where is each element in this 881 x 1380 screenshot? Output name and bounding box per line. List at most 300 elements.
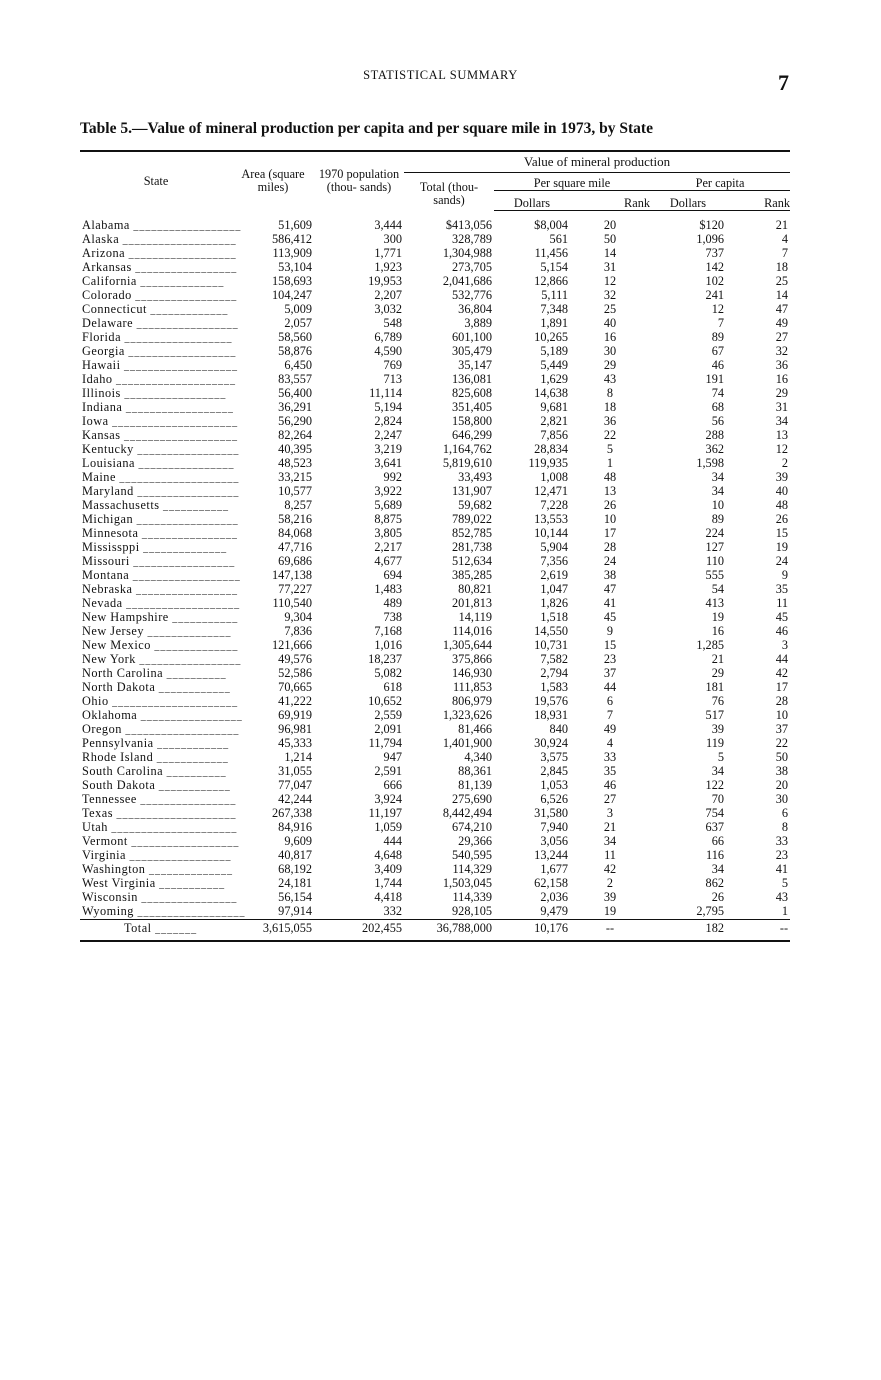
total-value-cell: 789,022 [452, 512, 492, 526]
state-name: Michigan [82, 511, 134, 526]
state-name: Pennsylvania [82, 735, 154, 750]
area-cell: 3,615,055 [232, 919, 314, 941]
area-cell: 58,876 [278, 344, 312, 358]
total-value-cell: 852,785 [452, 526, 492, 540]
table-row [80, 625, 790, 639]
state-cell [80, 315, 239, 331]
header-sqmi-rank: Rank [570, 191, 650, 211]
dot-leader: __________________ [127, 836, 240, 848]
total-value-cell: 146,930 [452, 666, 492, 680]
dot-leader: ____________ [155, 780, 231, 792]
sqmi-dollars-cell: 2,794 [540, 666, 568, 680]
population-cell: 4,418 [374, 890, 402, 904]
table-row [80, 513, 790, 527]
table-row [80, 611, 790, 625]
area-cell: 69,919 [278, 708, 312, 722]
sqmi-dollars-cell: 6,526 [540, 792, 568, 806]
capita-rank-cell: 7 [781, 246, 789, 260]
sqmi-dollars-cell: 28,834 [534, 442, 568, 456]
state-name: Hawaii [82, 357, 121, 372]
capita-dollars-cell: 21 [711, 652, 724, 666]
population-cell: 666 [383, 778, 402, 792]
dot-leader: ____________________ [115, 472, 240, 484]
table-row [80, 541, 790, 555]
sqmi-rank-cell: 19 [603, 904, 617, 918]
capita-rank-cell: 12 [775, 442, 789, 456]
capita-dollars-cell: 1,096 [696, 232, 724, 246]
total-value-cell: 273,705 [452, 260, 492, 274]
total-value-cell: 385,285 [452, 568, 492, 582]
state-cell [80, 387, 232, 401]
table-row [80, 681, 790, 695]
table-row [80, 723, 790, 737]
state-name: New Hampshire [82, 609, 169, 624]
area-cell: 40,395 [278, 442, 312, 456]
table-row [80, 765, 790, 779]
area-cell: 42,244 [278, 792, 312, 806]
state-cell [80, 413, 239, 429]
dot-leader: __________________ [121, 332, 233, 344]
total-row [80, 919, 790, 941]
state-name: Arizona [82, 245, 126, 260]
area-cell: 84,916 [278, 820, 312, 834]
sqmi-dollars-cell: 3,056 [540, 834, 568, 848]
dot-leader: ____________ [155, 682, 231, 694]
table-row [80, 345, 790, 359]
state-cell [80, 737, 232, 751]
area-cell: 96,981 [278, 722, 312, 736]
dot-leader: _____________________ [108, 416, 239, 428]
state-cell [80, 805, 237, 821]
state-name: South Dakota [82, 777, 156, 792]
table-row [80, 303, 790, 317]
dot-leader: ____________________ [112, 374, 236, 386]
table-row [80, 877, 790, 891]
sqmi-dollars-cell: 14,550 [534, 624, 568, 638]
capita-rank-cell: 6 [781, 806, 789, 820]
population-cell: 548 [383, 316, 402, 330]
table-row [80, 289, 790, 303]
area-cell: 49,576 [278, 652, 312, 666]
state-cell [80, 707, 243, 723]
total-value-cell: 59,682 [458, 498, 492, 512]
area-cell: 56,290 [278, 414, 312, 428]
state-cell [80, 401, 232, 415]
population-cell: 7,168 [374, 624, 402, 638]
sqmi-rank-cell: 43 [603, 372, 617, 386]
dot-leader: ________________ [138, 528, 238, 540]
state-cell [80, 667, 232, 681]
population-cell: 19,953 [368, 274, 402, 288]
population-cell: 694 [383, 568, 402, 582]
capita-rank-cell: 27 [775, 330, 789, 344]
state-cell [80, 441, 240, 457]
sqmi-dollars-cell: 7,356 [540, 554, 568, 568]
sqmi-dollars-cell: 5,449 [540, 358, 568, 372]
table-row [80, 233, 790, 247]
area-cell: 7,836 [284, 624, 312, 638]
total-value-cell: 36,804 [458, 302, 492, 316]
sqmi-rank-cell: 12 [603, 274, 617, 288]
sqmi-dollars-cell: 7,940 [540, 820, 568, 834]
population-cell: 2,247 [374, 428, 402, 442]
sqmi-dollars-cell: 30,924 [534, 736, 568, 750]
total-value-cell: 328,789 [452, 232, 492, 246]
total-value-cell: 1,401,900 [442, 736, 492, 750]
table-row [80, 863, 790, 877]
capita-rank-cell: 42 [775, 666, 789, 680]
state-name: New Mexico [82, 637, 151, 652]
dot-leader: ________________ [137, 892, 238, 904]
sqmi-dollars-cell: 2,619 [540, 568, 568, 582]
dot-leader: ______________ [145, 864, 233, 876]
area-cell: 9,609 [284, 834, 312, 848]
state-cell [80, 693, 239, 709]
state-cell [80, 721, 240, 737]
dot-leader: ____________ [153, 752, 229, 764]
total-value-cell: 29,366 [458, 834, 492, 848]
capita-dollars-cell: 56 [711, 414, 724, 428]
total-value-cell: 81,466 [458, 722, 492, 736]
total-value-cell: 532,776 [452, 288, 492, 302]
sqmi-dollars-cell: 14,638 [534, 386, 568, 400]
sqmi-dollars-cell: 2,036 [540, 890, 568, 904]
dot-leader: ___________________ [121, 724, 240, 736]
dot-leader: _________________ [133, 444, 240, 456]
page-number: 7 [778, 70, 789, 95]
state-cell [80, 259, 238, 275]
state-name: Delaware [82, 315, 134, 330]
population-cell: 3,409 [374, 862, 402, 876]
state-cell [80, 331, 232, 345]
area-cell: 24,181 [278, 876, 312, 890]
capita-dollars-cell: 102 [705, 274, 724, 288]
area-cell: 10,577 [278, 484, 312, 498]
area-cell: 40,817 [278, 848, 312, 862]
state-name: Rhode Island [82, 749, 154, 764]
sqmi-rank-cell: 3 [606, 806, 614, 820]
capita-dollars-cell: 142 [705, 260, 724, 274]
total-value-cell: 806,979 [452, 694, 492, 708]
sqmi-rank-cell: 17 [603, 526, 617, 540]
capita-rank-cell: 1 [781, 904, 789, 918]
table-row [80, 387, 790, 401]
population-cell: 2,091 [374, 722, 402, 736]
area-cell: 58,560 [278, 330, 312, 344]
dot-leader: _________________ [133, 318, 239, 330]
capita-rank-cell: 35 [775, 582, 789, 596]
population-cell: 4,648 [374, 848, 402, 862]
table-row [80, 835, 790, 849]
dot-leader: _________________ [131, 262, 238, 274]
state-name: Massachusetts [82, 497, 160, 512]
population-cell: 4,677 [374, 554, 402, 568]
sqmi-rank-cell: 6 [606, 694, 614, 708]
dot-leader: ___________________ [122, 598, 241, 610]
total-value-cell: 81,139 [458, 778, 492, 792]
capita-dollars-cell: 1,285 [696, 638, 724, 652]
state-name: Missouri [82, 553, 130, 568]
total-value-cell: 512,634 [452, 554, 492, 568]
population-cell: 947 [383, 750, 402, 764]
sqmi-rank-cell: 44 [603, 680, 617, 694]
area-cell: 5,009 [284, 302, 312, 316]
state-cell [80, 525, 238, 541]
dot-leader: _______ [151, 923, 198, 935]
table-row [80, 737, 790, 751]
capita-dollars-cell: 26 [711, 890, 724, 904]
dot-leader: ______________ [139, 542, 228, 554]
dot-leader: __________________ [129, 570, 241, 582]
population-cell: 769 [383, 358, 402, 372]
population-cell: 3,805 [374, 526, 402, 540]
population-cell: 202,455 [314, 919, 404, 941]
state-name: Colorado [82, 287, 132, 302]
capita-dollars-cell: 862 [705, 876, 724, 890]
sqmi-rank-cell: 11 [604, 848, 616, 862]
capita-dollars-cell: 182 [650, 919, 726, 941]
dot-leader: _________________ [131, 290, 238, 302]
area-cell: 45,333 [278, 736, 312, 750]
sqmi-rank-cell: 40 [603, 316, 617, 330]
capita-dollars-cell: 191 [705, 372, 724, 386]
capita-rank-cell: 10 [775, 708, 789, 722]
sqmi-rank-cell: 28 [603, 540, 617, 554]
header-per-capita: Per capita [650, 173, 790, 191]
total-value-cell: 36,788,000 [404, 919, 494, 941]
header-per-square-mile: Per square mile [494, 173, 650, 191]
table-container [80, 150, 790, 942]
population-cell: 1,923 [374, 260, 402, 274]
area-cell: 48,523 [278, 456, 312, 470]
total-value-cell: 8,442,494 [442, 806, 492, 820]
sqmi-rank-cell: -- [570, 919, 650, 941]
total-value-cell: 2,041,686 [442, 274, 492, 288]
sqmi-rank-cell: 33 [603, 750, 617, 764]
total-value-cell: 540,595 [452, 848, 492, 862]
table-row [80, 275, 790, 289]
sqmi-rank-cell: 1 [606, 456, 614, 470]
sqmi-rank-cell: 21 [603, 820, 617, 834]
state-name: Virginia [82, 847, 127, 862]
table-row [80, 373, 790, 387]
capita-rank-cell: 8 [781, 820, 789, 834]
state-cell [80, 245, 237, 261]
area-cell: 41,222 [278, 694, 312, 708]
capita-dollars-cell: $120 [699, 218, 724, 233]
sqmi-rank-cell: 8 [606, 386, 614, 400]
capita-rank-cell: 18 [775, 260, 789, 274]
total-value-cell: 674,210 [452, 820, 492, 834]
state-name: Oklahoma [82, 707, 138, 722]
sqmi-dollars-cell: 1,826 [540, 596, 568, 610]
area-cell: 36,291 [278, 400, 312, 414]
state-cell [80, 791, 237, 807]
population-cell: 2,207 [374, 288, 402, 302]
state-name: California [82, 273, 137, 288]
state-cell [80, 211, 242, 233]
header-state: State [143, 173, 169, 188]
capita-dollars-cell: 119 [706, 736, 724, 750]
total-value-cell: 5,819,610 [442, 456, 492, 470]
capita-dollars-cell: 67 [711, 344, 724, 358]
sqmi-dollars-cell: 2,821 [540, 414, 568, 428]
state-name: Kentucky [82, 441, 134, 456]
population-cell: 3,641 [374, 456, 402, 470]
capita-rank-cell: 19 [775, 540, 789, 554]
capita-rank-cell: 40 [775, 484, 789, 498]
dot-leader: _________________ [120, 388, 227, 400]
capita-rank-cell: -- [726, 919, 790, 941]
capita-rank-cell: 23 [775, 848, 789, 862]
header-area: Area (square miles) [241, 167, 305, 195]
sqmi-rank-cell: 45 [603, 610, 617, 624]
capita-rank-cell: 31 [775, 400, 789, 414]
dot-leader: ___________ [159, 500, 230, 512]
table-row [80, 555, 790, 569]
dot-leader: _________________ [133, 486, 240, 498]
dot-leader: __________________ [124, 346, 237, 358]
table-row [80, 527, 790, 541]
header-capita-dollars: Dollars [650, 191, 726, 211]
table-row [80, 667, 790, 681]
sqmi-dollars-cell: 9,681 [540, 400, 568, 414]
area-cell: 83,557 [278, 372, 312, 386]
population-cell: 1,016 [374, 638, 402, 652]
population-cell: 4,590 [374, 344, 402, 358]
state-name: Texas [82, 805, 114, 820]
state-name: Kansas [82, 427, 121, 442]
area-cell: 52,586 [278, 666, 312, 680]
state-name: South Carolina [82, 763, 164, 778]
sqmi-rank-cell: 32 [603, 288, 617, 302]
state-cell [80, 567, 241, 583]
header-population: 1970 population (thou- sands) [318, 167, 400, 195]
capita-dollars-cell: 16 [711, 624, 724, 638]
capita-dollars-cell: 224 [705, 526, 724, 540]
capita-rank-cell: 2 [781, 456, 789, 470]
dot-leader: __________ [163, 668, 227, 680]
dot-leader: __________________ [125, 248, 237, 260]
table-row [80, 891, 790, 905]
dot-leader: ___________________ [120, 430, 239, 442]
sqmi-rank-cell: 47 [603, 582, 617, 596]
table-row [80, 653, 790, 667]
total-value-cell: 88,361 [458, 764, 492, 778]
population-cell: 2,591 [374, 764, 402, 778]
population-cell: 332 [383, 904, 402, 918]
sqmi-dollars-cell: 7,228 [540, 498, 568, 512]
capita-dollars-cell: 70 [711, 792, 724, 806]
area-cell: 77,047 [278, 778, 312, 792]
sqmi-dollars-cell: 1,053 [540, 778, 568, 792]
capita-dollars-cell: 68 [711, 400, 724, 414]
header-value-group: Value of mineral production [523, 154, 671, 169]
capita-dollars-cell: 34 [711, 470, 724, 484]
dot-leader: __________________ [133, 906, 246, 918]
dot-leader: ___________ [168, 612, 239, 624]
capita-rank-cell: 14 [775, 288, 789, 302]
sqmi-rank-cell: 10 [603, 512, 617, 526]
state-cell [80, 427, 239, 443]
population-cell: 3,032 [374, 302, 402, 316]
state-cell [80, 609, 239, 625]
state-name: Wisconsin [82, 889, 138, 904]
sqmi-dollars-cell: 7,582 [540, 652, 568, 666]
area-cell: 51,609 [278, 218, 312, 232]
state-cell [80, 877, 232, 891]
state-name: New York [82, 651, 136, 666]
table-row [80, 779, 790, 793]
table-row [80, 211, 790, 233]
sqmi-dollars-cell: 10,176 [494, 919, 570, 941]
population-cell: 3,444 [374, 218, 402, 232]
total-value-cell: 375,866 [452, 652, 492, 666]
state-name: Connecticut [82, 301, 147, 316]
population-cell: 11,794 [368, 736, 402, 750]
total-value-cell: 1,164,762 [442, 442, 492, 456]
state-name: Nevada [82, 595, 123, 610]
dot-leader: _________________ [137, 710, 243, 722]
capita-dollars-cell: 241 [705, 288, 724, 302]
capita-rank-cell: 34 [775, 414, 789, 428]
table-row [80, 807, 790, 821]
population-cell: 618 [383, 680, 402, 694]
table-row [80, 359, 790, 373]
capita-dollars-cell: 76 [711, 694, 724, 708]
table-row [80, 905, 790, 920]
total-value-cell: 281,738 [452, 540, 492, 554]
area-cell: 33,215 [278, 470, 312, 484]
sqmi-dollars-cell: 62,158 [534, 876, 568, 890]
sqmi-dollars-cell: 5,904 [540, 540, 568, 554]
state-cell [80, 469, 240, 485]
population-cell: 18,237 [368, 652, 402, 666]
state-cell [80, 287, 238, 303]
area-cell: 56,154 [278, 890, 312, 904]
sqmi-rank-cell: 20 [603, 218, 617, 233]
capita-rank-cell: 26 [775, 512, 789, 526]
running-head: STATISTICAL SUMMARY [363, 68, 518, 82]
area-cell: 1,214 [284, 750, 312, 764]
table-row [80, 471, 790, 485]
capita-dollars-cell: 413 [705, 596, 724, 610]
area-cell: 8,257 [284, 498, 312, 512]
capita-dollars-cell: 74 [711, 386, 724, 400]
capita-rank-cell: 47 [775, 302, 789, 316]
capita-dollars-cell: 110 [706, 554, 724, 568]
sqmi-dollars-cell: 1,677 [540, 862, 568, 876]
state-cell [80, 499, 232, 513]
total-value-cell: 114,339 [452, 890, 492, 904]
state-cell [80, 231, 237, 247]
dot-leader: ______________ [136, 276, 225, 288]
dot-leader: __________________ [129, 220, 242, 232]
sqmi-rank-cell: 18 [603, 400, 617, 414]
total-value-cell: 33,493 [458, 470, 492, 484]
table-row [80, 583, 790, 597]
capita-dollars-cell: 5 [717, 750, 724, 764]
state-name: Georgia [82, 343, 125, 358]
dot-leader: ___________ [155, 878, 226, 890]
population-cell: 1,059 [374, 820, 402, 834]
capita-dollars-cell: 46 [711, 358, 724, 372]
state-name: Mississppi [82, 539, 140, 554]
total-value-cell: 351,405 [452, 400, 492, 414]
dot-leader: ___________________ [119, 234, 237, 246]
state-cell [80, 371, 236, 387]
sqmi-rank-cell: 29 [603, 358, 617, 372]
